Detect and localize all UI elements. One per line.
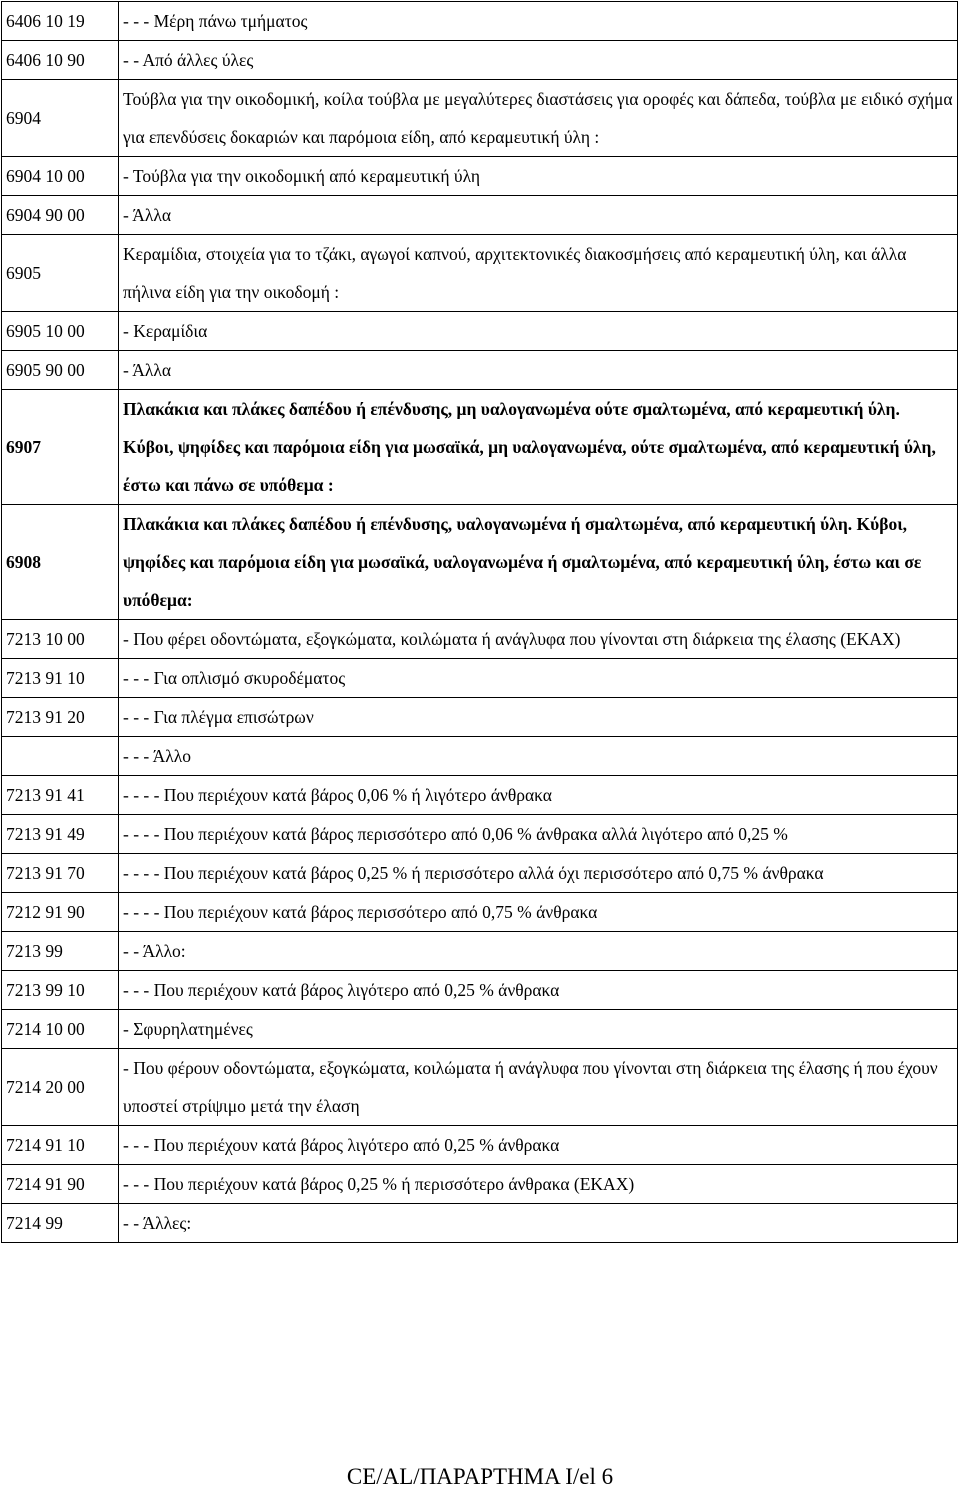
row-description: - Τούβλα για την οικοδομική από κεραμευτική ύλη [119,157,958,196]
row-code [2,737,119,776]
row-code: 7214 10 00 [2,1010,119,1049]
table-row [2,196,958,235]
table-row [2,41,958,80]
table-row [2,620,958,659]
row-description: - - - Που περιέχουν κατά βάρος λιγότερο από 0,25 % άνθρακα [119,1126,958,1165]
row-code: 6406 10 90 [2,41,119,80]
row-description: - - - - Που περιέχουν κατά βάρος 0,06 % ή λιγότερο άνθρακα [119,776,958,815]
row-code: 6904 [2,80,119,157]
row-code: 6908 [2,505,119,620]
table-row [2,157,958,196]
row-description: - Άλλα [119,196,958,235]
row-description: - - - Άλλο [119,737,958,776]
row-description: - - - Που περιέχουν κατά βάρος 0,25 % ή περισσότερο άνθρακα (ΕΚΑΧ) [119,1165,958,1204]
page-footer: CE/AL/ΠΑΡΑΡΤΗΜΑ I/el 6 [346,1464,614,1489]
row-description: Πλακάκια και πλάκες δαπέδου ή επένδυσης, υαλογανωμένα ή σμαλτωμένα, από κεραμευτική ύλη. Κύβοι, ψηφίδες και παρόμοια είδη για μωσαϊκά, υαλογανωμένα ή σμαλτωμένα, από κεραμευτική ύλη, έστω και σε υπόθεμα: [119,505,958,620]
row-code: 7213 91 41 [2,776,119,815]
table-row [2,815,958,854]
table-row [2,698,958,737]
row-description: - - - - Που περιέχουν κατά βάρος περισσότερο από 0,06 % άνθρακα αλλά λιγότερο από 0,25 % [119,815,958,854]
table-row [2,312,958,351]
table-row [2,1010,958,1049]
table-row [2,390,958,505]
row-code: 6905 10 00 [2,312,119,351]
row-description: - - - Για οπλισμό σκυροδέματος [119,659,958,698]
table-row [2,80,958,157]
row-code: 6905 90 00 [2,351,119,390]
row-description: - - - Που περιέχουν κατά βάρος λιγότερο από 0,25 % άνθρακα [119,971,958,1010]
row-code: 7213 91 20 [2,698,119,737]
row-description: - - - Μέρη πάνω τμήματος [119,2,958,41]
table-row [2,776,958,815]
tariff-table [1,1,958,1243]
row-description: - - Άλλες: [119,1204,958,1243]
row-code: 6905 [2,235,119,312]
row-code: 7214 91 90 [2,1165,119,1204]
table-row [2,1126,958,1165]
row-code: 7212 91 90 [2,893,119,932]
table-row [2,893,958,932]
row-description: Τούβλα για την οικοδομική, κοίλα τούβλα με μεγαλύτερες διαστάσεις για οροφές και δάπεδα, τούβλα με ειδικό σχήμα για επενδύσεις δοκαριών και παρόμοια είδη, από κεραμευτική ύλη : [119,80,958,157]
row-description: - Άλλα [119,351,958,390]
row-description: Πλακάκια και πλάκες δαπέδου ή επένδυσης, μη υαλογανωμένα ούτε σμαλτωμένα, από κεραμευτική ύλη. Κύβοι, ψηφίδες και παρόμοια είδη για μωσαϊκά, μη υαλογανωμένα, ούτε σμαλτωμένα, από κεραμευτική ύλη, έστω και πάνω σε υπόθεμα : [119,390,958,505]
table-row [2,1204,958,1243]
row-description: - - Από άλλες ύλες [119,41,958,80]
table-row [2,971,958,1010]
table-row [2,854,958,893]
row-code: 7213 99 [2,932,119,971]
row-description: - Κεραμίδια [119,312,958,351]
row-description: - Που φέρουν οδοντώματα, εξογκώματα, κοιλώματα ή ανάγλυφα που γίνονται στη διάρκεια της έλασης ή που έχουν υποστεί στρίψιμο μετά την έλαση [119,1049,958,1126]
row-code: 7213 99 10 [2,971,119,1010]
row-code: 6904 90 00 [2,196,119,235]
row-code: 6406 10 19 [2,2,119,41]
row-description: Κεραμίδια, στοιχεία για το τζάκι, αγωγοί καπνού, αρχιτεκτονικές διακοσμήσεις από κεραμευτική ύλη, και άλλα πήλινα είδη για την οικοδομή : [119,235,958,312]
row-code: 7214 20 00 [2,1049,119,1126]
row-description: - - Άλλο: [119,932,958,971]
row-code: 7214 91 10 [2,1126,119,1165]
row-code: 7213 91 10 [2,659,119,698]
row-code: 7213 10 00 [2,620,119,659]
row-code: 7214 99 [2,1204,119,1243]
row-code: 6904 10 00 [2,157,119,196]
row-code: 7213 91 49 [2,815,119,854]
table-row [2,2,958,41]
row-description: - Που φέρει οδοντώματα, εξογκώματα, κοιλώματα ή ανάγλυφα που γίνονται στη διάρκεια της έλασης (ΕΚΑΧ) [119,620,958,659]
table-row [2,351,958,390]
table-row [2,235,958,312]
row-description: - - - - Που περιέχουν κατά βάρος 0,25 % ή περισσότερο αλλά όχι περισσότερο από 0,75 % άνθρακα [119,854,958,893]
row-description: - - - - Που περιέχουν κατά βάρος περισσότερο από 0,75 % άνθρακα [119,893,958,932]
table-row [2,505,958,620]
row-description: - Σφυρηλατημένες [119,1010,958,1049]
table-row [2,1165,958,1204]
table-row [2,659,958,698]
row-description: - - - Για πλέγμα επισώτρων [119,698,958,737]
table-row [2,932,958,971]
table-row [2,1049,958,1126]
row-code: 6907 [2,390,119,505]
row-code: 7213 91 70 [2,854,119,893]
table-row [2,737,958,776]
